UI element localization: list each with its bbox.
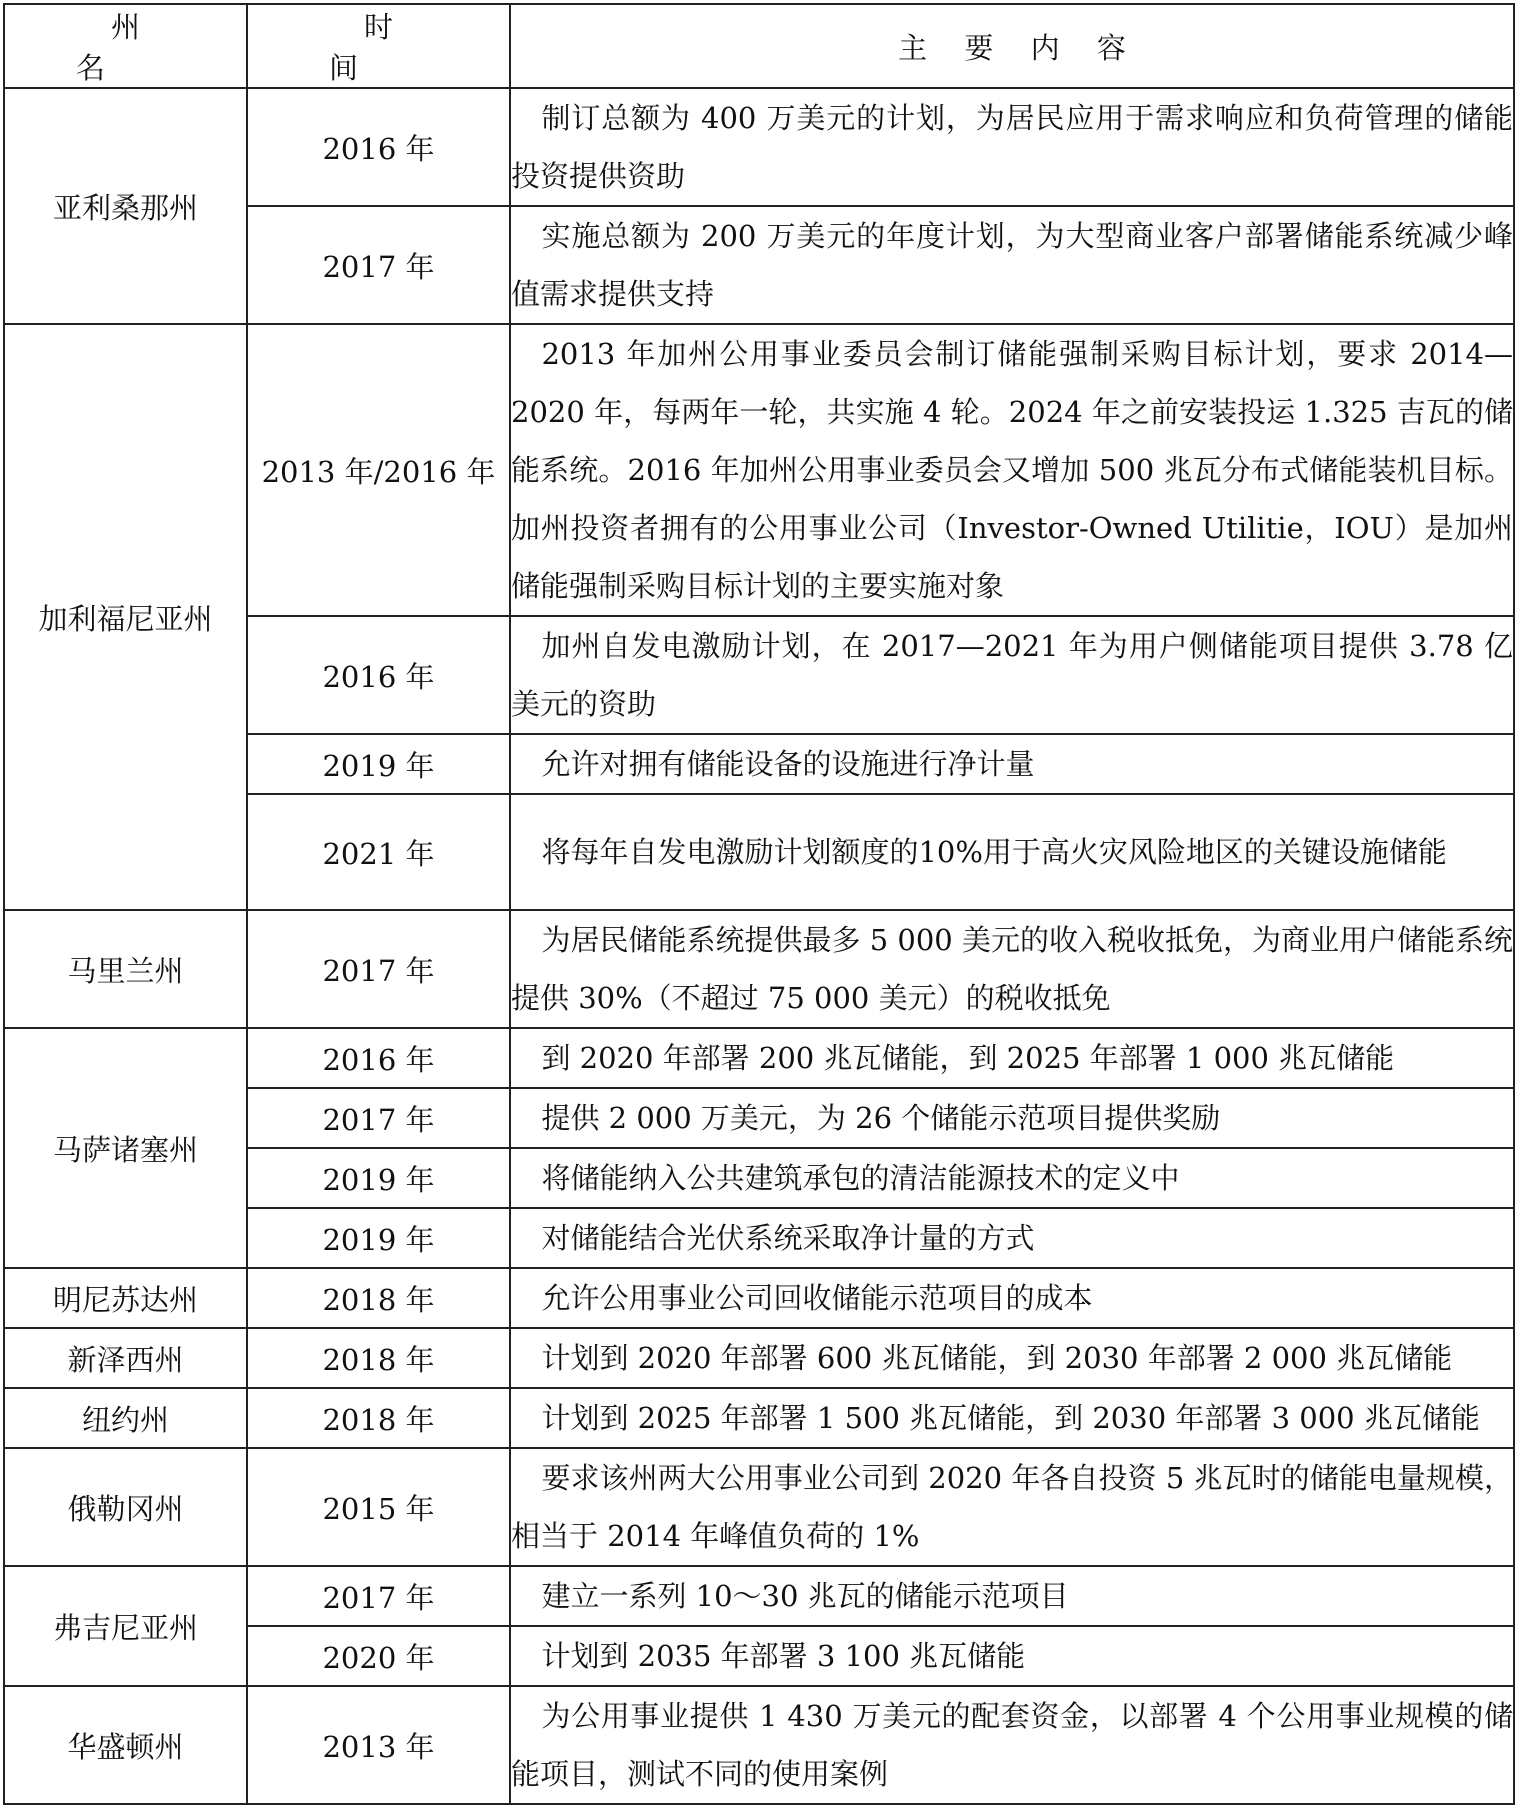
year-cell: 2013 年/2016 年 xyxy=(247,324,510,616)
header-time: 时 间 xyxy=(247,4,510,88)
content-cell: 允许公用事业公司回收储能示范项目的成本 xyxy=(510,1268,1514,1328)
content-cell: 将每年自发电激励计划额度的10%用于高火灾风险地区的关键设施储能 xyxy=(510,794,1514,910)
state-cell: 亚利桑那州 xyxy=(4,88,247,324)
year-cell: 2020 年 xyxy=(247,1626,510,1686)
content-cell: 将储能纳入公共建筑承包的清洁能源技术的定义中 xyxy=(510,1148,1514,1208)
content-cell: 2013 年加州公用事业委员会制订储能强制采购目标计划，要求 2014—2020 年，每两年一轮，共实施 4 轮。2024 年之前安装投运 1.325 吉瓦的储能系统。2016 年加州公用事业委员会又增加 500 兆瓦分布式储能装机目标。加州投资者拥有的公用事业公司（Investor-Owned Utilitie，IOU）是加州储能强制采购目标计划的主要实施对象 xyxy=(510,324,1514,616)
state-cell: 马里兰州 xyxy=(4,910,247,1028)
state-cell: 俄勒冈州 xyxy=(4,1448,247,1566)
content-cell: 计划到 2025 年部署 1 500 兆瓦储能，到 2030 年部署 3 000 兆瓦储能 xyxy=(510,1388,1514,1448)
table-row xyxy=(4,910,1514,1028)
year-cell: 2016 年 xyxy=(247,1028,510,1088)
year-cell: 2017 年 xyxy=(247,1088,510,1148)
state-energy-storage-policy-table xyxy=(3,3,1515,1805)
table-row xyxy=(4,1328,1514,1388)
content-cell: 计划到 2035 年部署 3 100 兆瓦储能 xyxy=(510,1626,1514,1686)
year-cell: 2021 年 xyxy=(247,794,510,910)
content-cell: 计划到 2020 年部署 600 兆瓦储能，到 2030 年部署 2 000 兆瓦储能 xyxy=(510,1328,1514,1388)
state-cell: 弗吉尼亚州 xyxy=(4,1566,247,1686)
state-cell: 加利福尼亚州 xyxy=(4,324,247,910)
content-cell: 允许对拥有储能设备的设施进行净计量 xyxy=(510,734,1514,794)
year-cell: 2018 年 xyxy=(247,1328,510,1388)
header-content: 主 要 内 容 xyxy=(510,4,1514,88)
state-cell: 新泽西州 xyxy=(4,1328,247,1388)
content-cell: 为公用事业提供 1 430 万美元的配套资金，以部署 4 个公用事业规模的储能项目，测试不同的使用案例 xyxy=(510,1686,1514,1804)
table-row xyxy=(4,1028,1514,1088)
year-cell: 2018 年 xyxy=(247,1388,510,1448)
table-row xyxy=(4,1448,1514,1566)
year-cell: 2016 年 xyxy=(247,88,510,206)
content-cell: 建立一系列 10～30 兆瓦的储能示范项目 xyxy=(510,1566,1514,1626)
table-row xyxy=(4,1388,1514,1448)
content-cell: 对储能结合光伏系统采取净计量的方式 xyxy=(510,1208,1514,1268)
table-row xyxy=(4,1686,1514,1804)
year-cell: 2015 年 xyxy=(247,1448,510,1566)
table-row xyxy=(4,324,1514,616)
header-state: 州 名 xyxy=(4,4,247,88)
content-cell: 加州自发电激励计划，在 2017—2021 年为用户侧储能项目提供 3.78 亿美元的资助 xyxy=(510,616,1514,734)
content-cell: 提供 2 000 万美元，为 26 个储能示范项目提供奖励 xyxy=(510,1088,1514,1148)
content-cell: 到 2020 年部署 200 兆瓦储能，到 2025 年部署 1 000 兆瓦储能 xyxy=(510,1028,1514,1088)
year-cell: 2017 年 xyxy=(247,1566,510,1626)
content-cell: 为居民储能系统提供最多 5 000 美元的收入税收抵免，为商业用户储能系统提供 30%（不超过 75 000 美元）的税收抵免 xyxy=(510,910,1514,1028)
content-cell: 实施总额为 200 万美元的年度计划，为大型商业客户部署储能系统减少峰值需求提供支持 xyxy=(510,206,1514,324)
year-cell: 2017 年 xyxy=(247,206,510,324)
year-cell: 2013 年 xyxy=(247,1686,510,1804)
year-cell: 2016 年 xyxy=(247,616,510,734)
year-cell: 2017 年 xyxy=(247,910,510,1028)
table-row xyxy=(4,1268,1514,1328)
state-cell: 华盛顿州 xyxy=(4,1686,247,1804)
table-header-row xyxy=(4,4,1514,88)
table-row xyxy=(4,1566,1514,1626)
state-cell: 马萨诸塞州 xyxy=(4,1028,247,1268)
content-cell: 要求该州两大公用事业公司到 2020 年各自投资 5 兆瓦时的储能电量规模，相当于 2014 年峰值负荷的 1% xyxy=(510,1448,1514,1566)
year-cell: 2019 年 xyxy=(247,734,510,794)
content-cell: 制订总额为 400 万美元的计划，为居民应用于需求响应和负荷管理的储能投资提供资助 xyxy=(510,88,1514,206)
state-cell: 明尼苏达州 xyxy=(4,1268,247,1328)
year-cell: 2019 年 xyxy=(247,1208,510,1268)
year-cell: 2019 年 xyxy=(247,1148,510,1208)
year-cell: 2018 年 xyxy=(247,1268,510,1328)
state-cell: 纽约州 xyxy=(4,1388,247,1448)
table-row xyxy=(4,88,1514,206)
